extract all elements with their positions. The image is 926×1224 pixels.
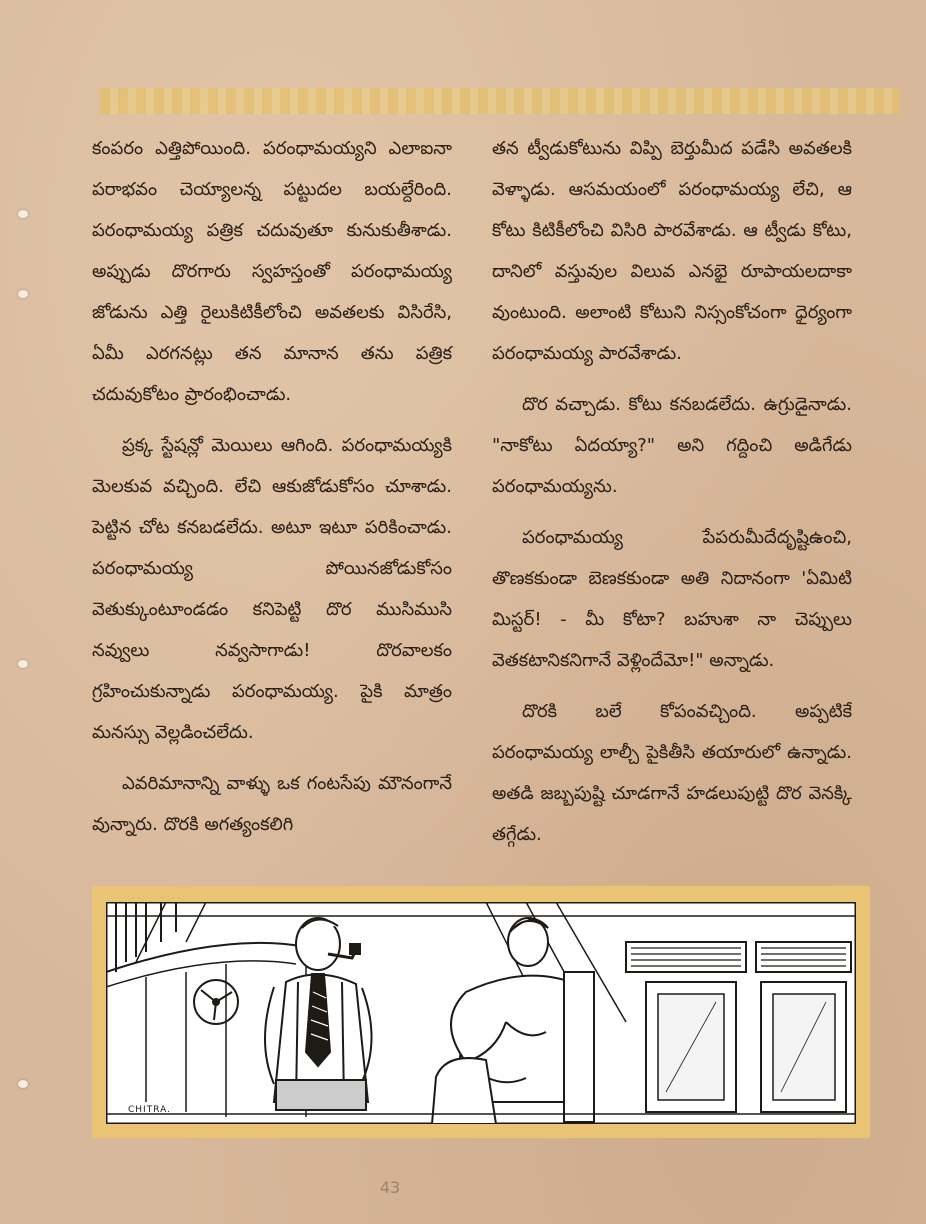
paragraph: దొర వచ్చాడు. కోటు కనబడలేదు. ఉగ్రుడైనాడు. "నాకోటు ఏదయ్యా?" అని గద్దించి అడిగేడు పరంధామయ్యను. xyxy=(492,394,852,497)
paragraph: కంపరం ఎత్తిపోయింది. పరంధామయ్యని ఎలాఐనా పరాభవం చెయ్యాలన్న పట్టుదల బయల్దేరింది. పరంధామయ్య పత్రిక చదువుతూ కునుకుతీశాడు. అప్పుడు దొరగారు స్వహస్తంతో పరంధామయ్య జోడును ఎత్తి రైలుకిటికీలోంచి అవతలకు విసిరేసి, ఏమీ ఎరగనట్లు తన మానాన తను పత్రిక చదువుకోటం ప్రారంభించాడు. xyxy=(92,138,452,405)
artist-signature: CHITRA. xyxy=(128,1105,171,1115)
paragraph: ఎవరిమానాన్ని వాళ్ళు ఒక గంటసేపు మౌనంగానే వున్నారు. దొరకి అగత్యంకలిగి xyxy=(92,773,452,835)
paragraph: తన ట్వీడుకోటును విప్పి బెర్తుమీద పడేసి అవతలకి వెళ్ళాడు. ఆసమయంలో పరంధామయ్య లేచి, ఆ కోటు కిటికీలోంచి విసిరి పారవేశాడు. ఆ ట్వీడు కోటు, దానిలో వస్తువుల విలువ ఎనభై రూపాయలదాకా వుంటుంది. అలాంటి కోటుని నిస్సంకోచంగా ధైర్యంగా పరంధామయ్య పారవేశాడు. xyxy=(492,138,852,364)
paragraph: ప్రక్క స్టేషన్లో మెయిలు ఆగింది. పరంధామయ్యకి మెలకువ వచ్చింది. లేచి ఆకుజోడుకోసం చూశాడు. పెట్టిన చోట కనబడలేదు. అటూ ఇటూ పరికించాడు. పరంధామయ్య పోయినజోడుకోసం వెతుక్కుంటూండడం కనిపెట్టి దొర ముసిముసి నవ్వులు నవ్వసాగాడు! దొరవాలకం గ్రహించుకున్నాడు పరంధామయ్య. పైకి మాత్రం మనస్సు వెల్లడించలేదు. xyxy=(92,435,452,743)
binder-hole-mark xyxy=(18,1080,28,1088)
story-illustration xyxy=(92,886,870,1138)
right-text-column xyxy=(492,128,852,865)
binder-hole-mark xyxy=(18,290,28,298)
left-text-column xyxy=(92,128,452,855)
binder-hole-mark xyxy=(18,210,28,218)
paragraph: పరంధామయ్య పేపరుమీదేదృష్టిఉంచి, తొణకకుండా బెణకకుండా అతి నిదానంగా 'ఏమిటి మిస్టర్! - మీ కోటా? బహుశా నా చెప్పులు వెతకటానికనిగానే వెళ్లిందేమో!" అన్నాడు. xyxy=(492,527,852,671)
train-compartment-drawing xyxy=(106,902,856,1124)
binder-hole-mark xyxy=(18,660,28,668)
decorative-top-band xyxy=(100,88,900,114)
page-number: 43 xyxy=(379,1178,401,1197)
paragraph: దొరకి బలే కోపంవచ్చింది. అప్పటికే పరంధామయ్య లాల్చీ పైకితీసి తయారులో ఉన్నాడు. అతడి జబ్బపుష్టి చూడగానే హడలుపుట్టి దొర వెనక్కి తగ్గేడు. xyxy=(492,701,852,845)
